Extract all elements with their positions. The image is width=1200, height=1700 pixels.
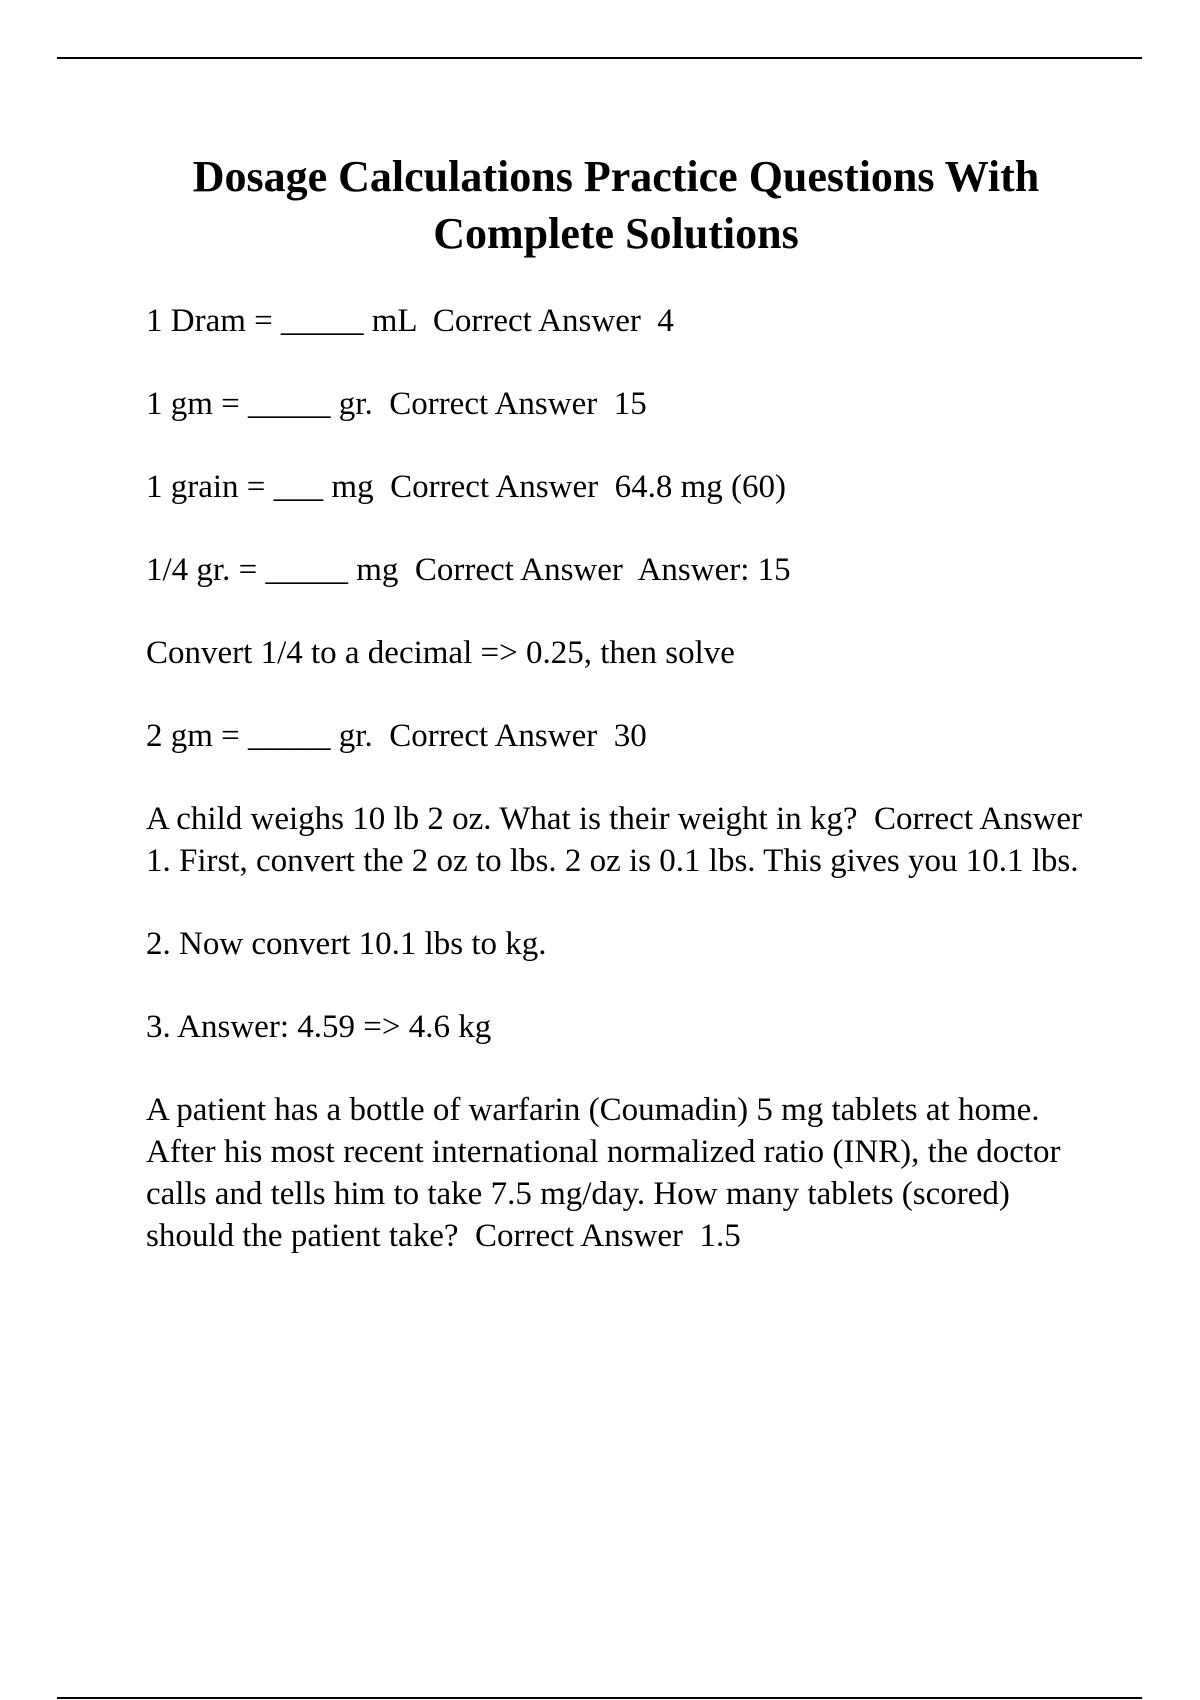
- question-gm-to-gr: 1 gm = _____ gr. Correct Answer 15: [146, 386, 647, 422]
- solution-step-3: 3. Answer: 4.59 => 4.6 kg: [146, 1009, 492, 1045]
- question-dram-to-ml: 1 Dram = _____ mL Correct Answer 4: [146, 303, 674, 339]
- question-grain-to-mg: 1 grain = ___ mg Correct Answer 64.8 mg (60): [146, 469, 787, 505]
- solution-step-2: 2. Now convert 10.1 lbs to kg.: [146, 926, 547, 962]
- question-2gm-to-gr: 2 gm = _____ gr. Correct Answer 30: [146, 718, 647, 754]
- title-line-1: Dosage Calculations Practice Questions With: [192, 152, 1040, 201]
- footer-rule: [57, 1697, 1142, 1699]
- document-title: [146, 148, 1086, 262]
- header-rule: [57, 57, 1142, 59]
- question-child-weight: A child weighs 10 lb 2 oz. What is their weight in kg? Correct Answer 1. First, convert the 2 oz to lbs. 2 oz is 0.1 lbs. This gives you 10.1 lbs.: [146, 801, 1099, 879]
- question-warfarin-tablets: A patient has a bottle of warfarin (Coumadin) 5 mg tablets at home. After his most recent international normalized ratio (INR), the doctor calls and tells him to take 7.5 mg/day. How many tablets (scored) should the patient take? Correct Answer 1.5: [146, 1092, 1069, 1254]
- solution-note-decimal: Convert 1/4 to a decimal => 0.25, then solve: [146, 635, 735, 671]
- question-quarter-grain-to-mg: 1/4 gr. = _____ mg Correct Answer Answer: 15: [146, 552, 791, 588]
- title-line-2: Complete Solutions: [433, 209, 799, 258]
- document-body: [146, 140, 1099, 1257]
